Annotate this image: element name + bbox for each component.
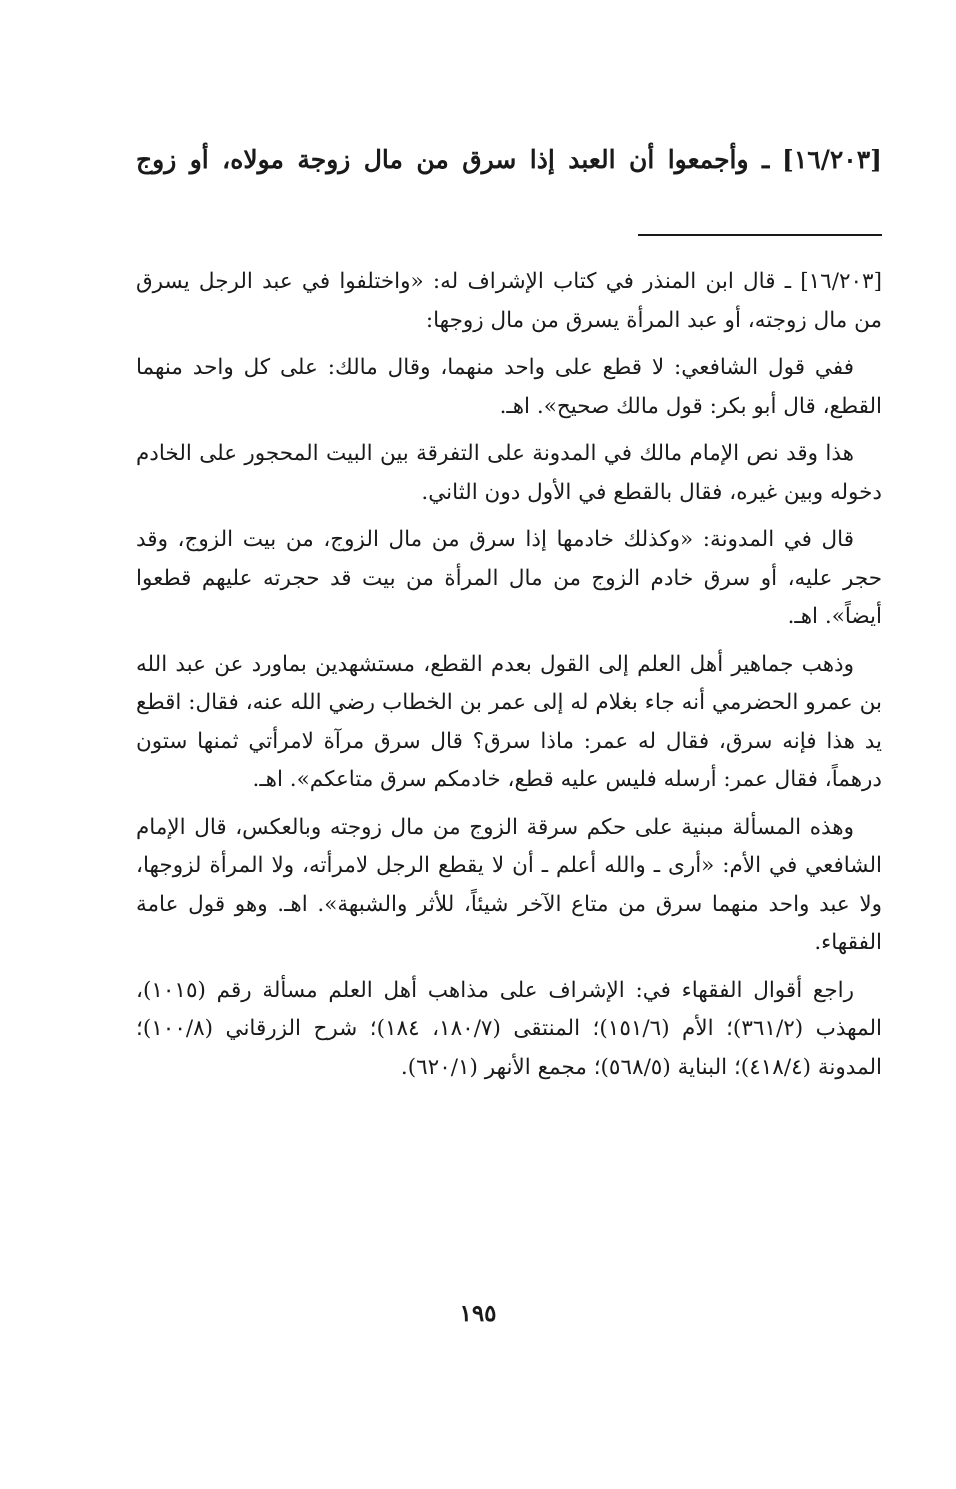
note-paragraph-4: قال في المدونة: «وكذلك خادمها إذا سرق من مال الزوج، من بيت الزوج، وقد حجر عليه، أو سرق خادم الزوج من مال المرأة من بيت قد حجرته عليهم قطعوا أيضاً». اهـ. [136, 527, 882, 629]
main-statement: ـ وأجمعوا أن العبد إذا سرق من مال زوجة مولاه، أو زوج [136, 145, 770, 174]
footnote-separator [638, 234, 882, 236]
note-paragraph-6: وهذه المسألة مبنية على حكم سرقة الزوج من مال زوجته وبالعكس، قال الإمام الشافعي في الأم: «أرى ـ والله أعلم ـ أن لا يقطع الرجل لامرأته، ولا المرأة لزوجها، ولا عبد واحد منهما سرق من متاع الآخر شيئاً، للأثر والشبهة». اهـ. وهو قول عامة الفقهاء. [136, 814, 882, 955]
main-text-line [136, 138, 882, 182]
note-ref: [١٦/٢٠٣] [800, 269, 882, 294]
note-paragraph-7: راجع أقوال الفقهاء في: الإشراف على مذاهب أهل العلم مسألة رقم (١٠١٥)، المهذب (٣٦١/٢)؛ الأم (١٥١/٦)؛ المنتقى (١٨٠/٧، ١٨٤)؛ شرح الزرقاني (١٠٠/٨)؛ المدونة (٤١٨/٤)؛ البناية (٥٦٨/٥)؛ مجمع الأنهر (٦٢٠/١). [136, 977, 882, 1080]
note-text-1: ـ قال ابن المنذر في كتاب الإشراف له: «واختلفوا في عبد الرجل يسرق من مال زوجته، أو عبد المرأة يسرق من مال زوجها: [136, 269, 882, 333]
page-number: ١٩٥ [459, 1300, 497, 1327]
footnotes [136, 263, 882, 1096]
note-paragraph-2: ففي قول الشافعي: لا قطع على واحد منهما، وقال مالك: على كل واحد منهما القطع، قال أبو بكر: قول مالك صحيح». اهـ. [136, 355, 882, 419]
note-paragraph-3: هذا وقد نص الإمام مالك في المدونة على التفرقة بين البيت المحجور على الخادم دخوله وبين غيره، فقال بالقطع في الأول دون الثاني. [136, 441, 882, 505]
main-ref: [١٦/٢٠٣] [782, 145, 882, 174]
note-paragraph-5: وذهب جماهير أهل العلم إلى القول بعدم القطع، مستشهدين بماورد عن عبد الله بن عمرو الحضرمي أنه جاء بغلام له إلى عمر بن الخطاب رضي الله عنه، فقال: اقطع يد هذا فإنه سرق، فقال له عمر: ماذا سرق؟ قال سرق مرآة لامرأتي ثمنها ستون درهماً، فقال عمر: أرسله فليس عليه قطع، خادمكم سرق متاعكم». اهـ. [136, 651, 882, 792]
note-paragraph-1 [136, 263, 882, 340]
